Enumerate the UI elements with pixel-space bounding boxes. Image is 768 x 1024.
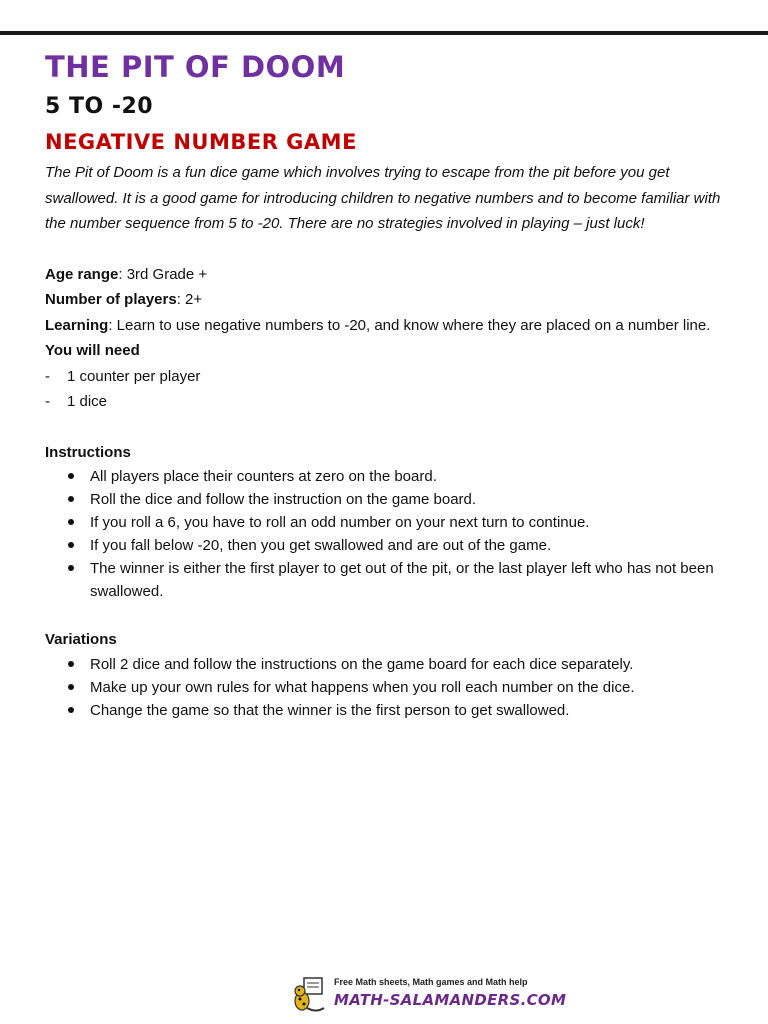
page-title: THE PIT OF DOOM <box>45 50 346 84</box>
page-content <box>45 160 730 722</box>
age-range-line <box>45 262 730 288</box>
footer-site-name: MATH-SALAMANDERS.COM <box>334 991 567 1009</box>
you-will-need-heading: You will need <box>45 342 140 359</box>
variations-list <box>45 653 730 722</box>
list-item: Change the game so that the winner is the first person to get swallowed. <box>45 699 730 722</box>
you-will-need-list <box>45 364 730 415</box>
players-line <box>45 287 730 313</box>
footer-branding <box>290 973 567 1017</box>
list-item: If you roll a 6, you have to roll an odd number on your next turn to continue. <box>45 511 730 534</box>
top-rule <box>0 31 768 35</box>
learning-label: Learning <box>45 316 109 334</box>
list-item: Make up your own rules for what happens when you roll each number on the dice. <box>45 676 730 699</box>
list-item: All players place their counters at zero on the board. <box>45 465 730 488</box>
learning-line <box>45 313 730 339</box>
intro-paragraph: The Pit of Doom is a fun dice game which involves trying to escape from the pit before you get swallowed. It is a good game for introducing children to negative numbers and to become familiar with the number sequence from 5 to -20. There are no strategies involved in playing – just luck! <box>45 164 721 232</box>
age-range-value: : 3rd Grade + <box>118 265 208 283</box>
list-item: If you fall below -20, then you get swallowed and are out of the game. <box>45 534 730 557</box>
salamander-logo-icon <box>290 975 330 1015</box>
list-item: - 1 counter per player <box>45 364 730 390</box>
footer-tagline: Free Math sheets, Math games and Math help <box>334 977 528 987</box>
game-type-heading: NEGATIVE NUMBER GAME <box>45 130 357 154</box>
page-subtitle: 5 TO -20 <box>45 94 154 119</box>
instructions-heading: Instructions <box>45 443 131 461</box>
variations-heading: Variations <box>45 631 117 648</box>
list-item: - 1 dice <box>45 389 730 415</box>
players-value: : 2+ <box>176 291 203 308</box>
list-item: The winner is either the first player to get out of the pit, or the last player left who has not been swallowed. <box>45 557 730 603</box>
list-item: Roll the dice and follow the instruction on the game board. <box>45 488 730 511</box>
instructions-list <box>45 465 730 603</box>
list-item: Roll 2 dice and follow the instructions on the game board for each dice separately. <box>45 653 730 676</box>
players-label: Number of players <box>45 291 177 308</box>
learning-value: : Learn to use negative numbers to -20, and know where they are placed on a number line. <box>108 316 711 334</box>
age-range-label: Age range <box>45 265 119 283</box>
